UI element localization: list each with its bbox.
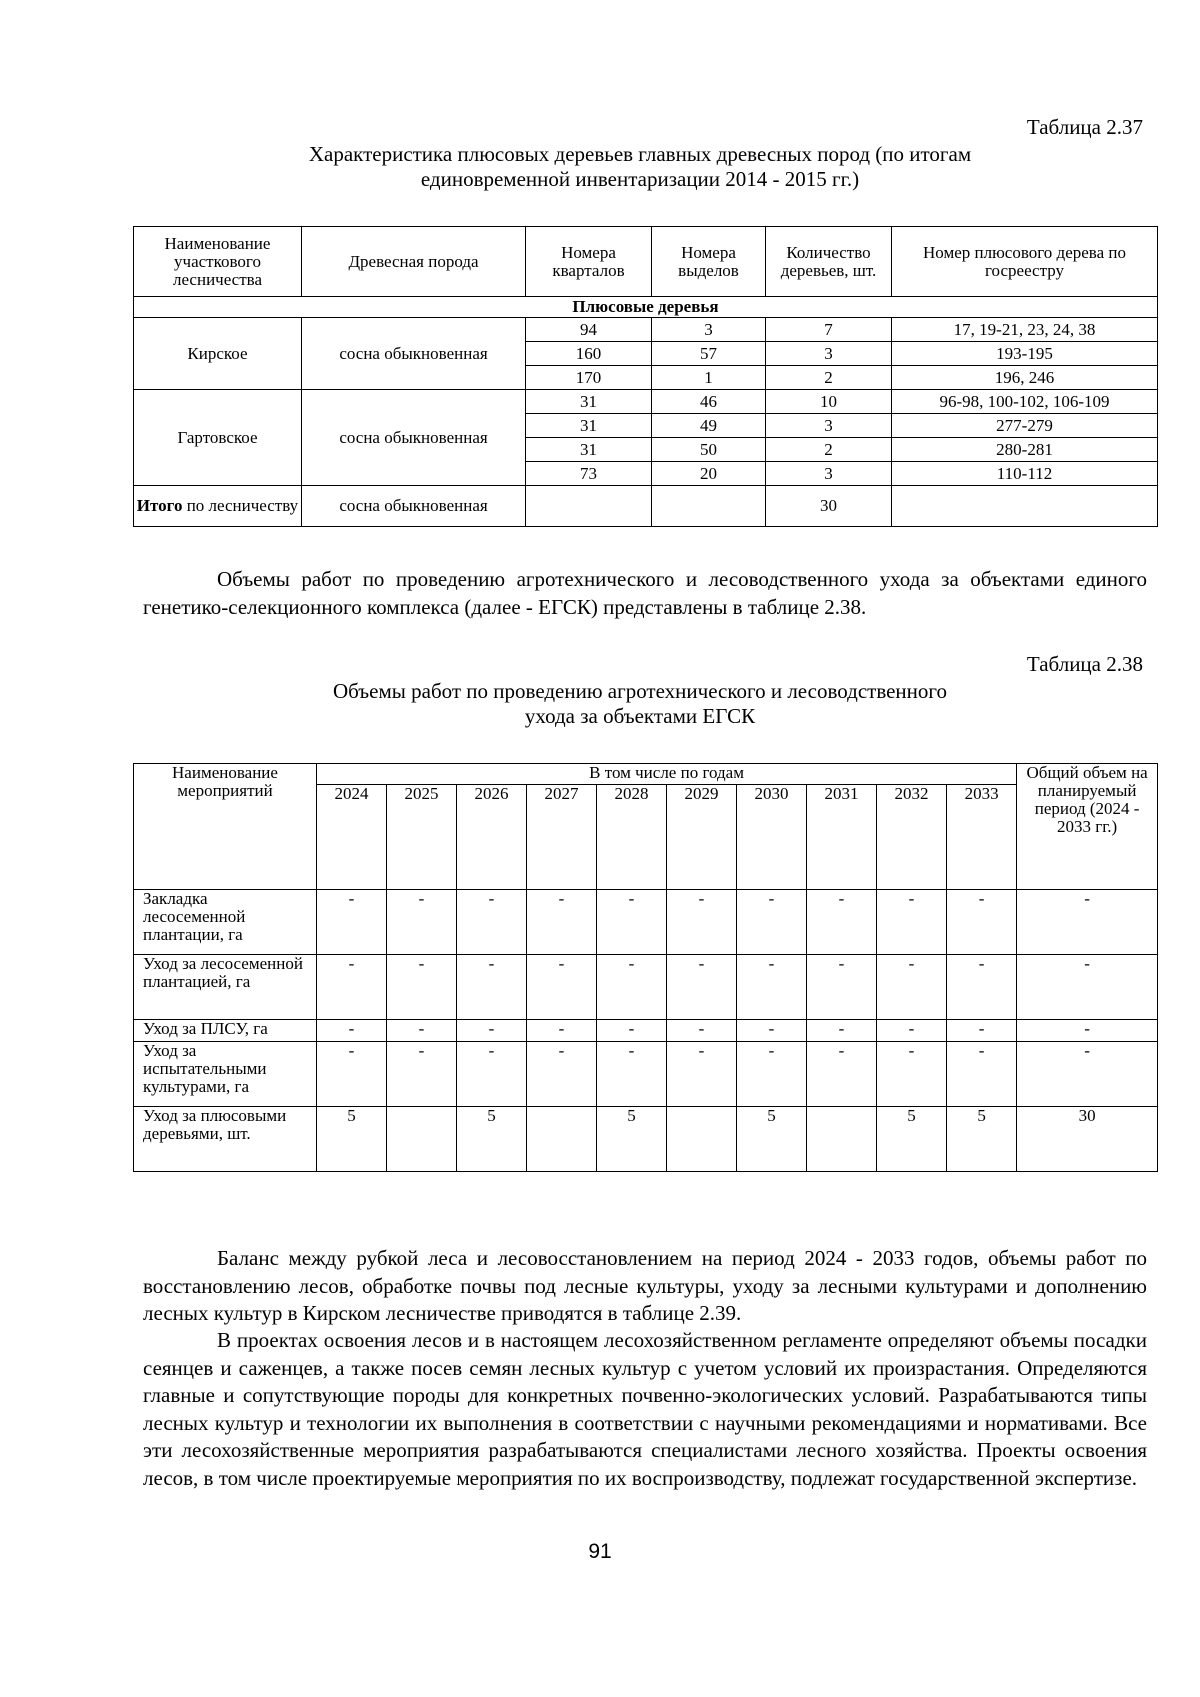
table-row	[134, 1042, 1158, 1107]
count-cell: 2	[766, 438, 892, 462]
table-row	[134, 1107, 1158, 1172]
year-value-cell: -	[667, 1020, 737, 1042]
year-value-cell: 5	[877, 1107, 947, 1172]
forestry-name: Кирское	[134, 318, 302, 390]
quarter-cell: 31	[526, 438, 652, 462]
plot-cell: 49	[652, 414, 766, 438]
plot-cell: 3	[652, 318, 766, 342]
total-registry-empty	[892, 486, 1158, 527]
year-header: 2028	[597, 785, 667, 890]
registry-cell: 277-279	[892, 414, 1158, 438]
year-header: 2024	[317, 785, 387, 890]
year-value-cell: -	[317, 955, 387, 1020]
registry-cell: 96-98, 100-102, 106-109	[892, 390, 1158, 414]
year-value-cell: -	[877, 890, 947, 955]
egsk-works-table	[133, 763, 1158, 1172]
year-value-cell: -	[667, 955, 737, 1020]
plot-cell: 20	[652, 462, 766, 486]
total-plot-empty	[652, 486, 766, 527]
year-value-cell: -	[877, 1020, 947, 1042]
species-name: сосна обыкновенная	[302, 318, 526, 390]
year-value-cell: -	[387, 1020, 457, 1042]
year-value-cell: -	[317, 1020, 387, 1042]
activity-name: Уход за плюсовыми деревьями, шт.	[134, 1107, 317, 1172]
year-value-cell	[527, 1107, 597, 1172]
year-value-cell: -	[947, 1042, 1017, 1107]
table-238-title	[140, 679, 1140, 729]
plot-cell: 46	[652, 390, 766, 414]
header-forestry: Наименование участкового лесничества	[134, 227, 302, 297]
year-value-cell: 5	[947, 1107, 1017, 1172]
year-header: 2030	[737, 785, 807, 890]
year-value-cell: -	[737, 955, 807, 1020]
quarter-cell: 31	[526, 414, 652, 438]
year-value-cell: -	[387, 1042, 457, 1107]
year-header: 2029	[667, 785, 737, 890]
total-volume-cell: 30	[1017, 1107, 1158, 1172]
table-238-caption: Таблица 2.38	[1026, 652, 1143, 676]
total-volume-cell: -	[1017, 1020, 1158, 1042]
table-238-title-line2: ухода за объектами ЕГСК	[524, 704, 756, 728]
table-237-caption: Таблица 2.37	[1026, 115, 1143, 139]
total-quarter-empty	[526, 486, 652, 527]
year-value-cell: -	[807, 1020, 877, 1042]
year-value-cell: -	[667, 890, 737, 955]
quarter-cell: 73	[526, 462, 652, 486]
header-quarters: Номера кварталов	[526, 227, 652, 297]
activity-name: Уход за ПЛСУ, га	[134, 1020, 317, 1042]
year-value-cell: -	[527, 1042, 597, 1107]
registry-cell: 193-195	[892, 342, 1158, 366]
year-value-cell: 5	[457, 1107, 527, 1172]
header-total-volume: Общий объем на планируемый период (2024 - 2033 гг.)	[1017, 764, 1158, 890]
quarter-cell: 160	[526, 342, 652, 366]
header-activity-name: Наименование мероприятий	[134, 764, 317, 890]
forestry-name: Гартовское	[134, 390, 302, 486]
paragraph-1-text: Объемы работ по проведению агротехнического и лесоводственного ухода за объектами единого генетико-селекционного комплекса (далее - ЕГСК) представлены в таблице 2.38.	[143, 567, 1147, 619]
header-species: Древесная порода	[302, 227, 526, 297]
year-header: 2027	[527, 785, 597, 890]
table-237-title-line2: единовременной инвентаризации 2014 - 2015 гг.)	[420, 167, 860, 191]
year-value-cell: -	[807, 890, 877, 955]
registry-cell: 17, 19-21, 23, 24, 38	[892, 318, 1158, 342]
year-value-cell	[807, 1107, 877, 1172]
activity-name: Закладка лесосеменной плантации, га	[134, 890, 317, 955]
plot-cell: 1	[652, 366, 766, 390]
header-registry: Номер плюсового дерева по госреестру	[892, 227, 1158, 297]
total-label-rest: по лесничеству	[186, 496, 299, 515]
total-volume-cell: -	[1017, 1042, 1158, 1107]
paragraph-2-text: Баланс между рубкой леса и лесовосстановлением на период 2024 - 2033 годов, объемы работ по восстановлению лесов, обработке почвы под лесные культуры, уходу за лесными культурами и дополнению лесных культур в Кирском лесничестве приводятся в таблице 2.39.	[143, 1246, 1147, 1325]
activity-rows	[134, 890, 1158, 1172]
header-years-group: В том числе по годам	[317, 764, 1017, 785]
year-value-cell: -	[597, 955, 667, 1020]
registry-cell: 196, 246	[892, 366, 1158, 390]
year-value-cell: -	[387, 890, 457, 955]
year-value-cell: -	[807, 955, 877, 1020]
section-row	[134, 297, 1158, 318]
total-count: 30	[766, 486, 892, 527]
total-species: сосна обыкновенная	[302, 486, 526, 527]
table-237-title-line1: Характеристика плюсовых деревьев главных древесных пород (по итогам	[308, 142, 972, 166]
table-237-title	[140, 142, 1140, 192]
year-value-cell: 5	[317, 1107, 387, 1172]
year-value-cell: -	[947, 1020, 1017, 1042]
plot-cell: 57	[652, 342, 766, 366]
paragraph-3-text: В проектах освоения лесов и в настоящем лесохозяйственном регламенте определяют объемы посадки сеянцев и саженцев, а также посев семян лесных культур с учетом условий их произрастания. Определяются главные и сопутствующие породы для конкретных почвенно-экологических условий. Разрабатываются типы лесных культур и технологии их выполнения в соответствии с научными рекомендациями и нормативами. Все эти лесохозяйственные мероприятия разрабатываются специалистами лесного хозяйства. Проекты освоения лесов, в том числе проектируемые мероприятия по их воспроизводству, подлежат государственной экспертизе.	[143, 1328, 1147, 1490]
year-value-cell: -	[737, 890, 807, 955]
count-cell: 3	[766, 342, 892, 366]
registry-cell: 110-112	[892, 462, 1158, 486]
paragraph-1	[143, 566, 1147, 621]
year-header: 2026	[457, 785, 527, 890]
registry-cell: 280-281	[892, 438, 1158, 462]
total-volume-cell: -	[1017, 890, 1158, 955]
year-value-cell: -	[737, 1020, 807, 1042]
year-value-cell: -	[877, 1042, 947, 1107]
count-cell: 2	[766, 366, 892, 390]
year-value-cell	[667, 1107, 737, 1172]
year-value-cell: -	[457, 955, 527, 1020]
table-header-row	[134, 227, 1158, 297]
quarter-cell: 170	[526, 366, 652, 390]
year-value-cell: 5	[597, 1107, 667, 1172]
total-volume-cell: -	[1017, 955, 1158, 1020]
year-value-cell: -	[527, 890, 597, 955]
year-value-cell: -	[947, 955, 1017, 1020]
year-header: 2032	[877, 785, 947, 890]
year-value-cell: -	[597, 890, 667, 955]
paragraph-3	[143, 1327, 1147, 1492]
year-value-cell: -	[807, 1042, 877, 1107]
year-value-cell: -	[457, 1042, 527, 1107]
plus-trees-table	[133, 226, 1158, 527]
year-value-cell: -	[457, 1020, 527, 1042]
year-value-cell	[387, 1107, 457, 1172]
table-row	[134, 1020, 1158, 1042]
activity-name: Уход за лесосеменной плантацией, га	[134, 955, 317, 1020]
table-header-row	[134, 764, 1158, 785]
year-value-cell: -	[317, 890, 387, 955]
quarter-cell: 31	[526, 390, 652, 414]
species-name: сосна обыкновенная	[302, 390, 526, 486]
table-row	[134, 955, 1158, 1020]
year-value-cell: -	[947, 890, 1017, 955]
header-plots: Номера выделов	[652, 227, 766, 297]
year-value-cell: 5	[737, 1107, 807, 1172]
table-row	[134, 890, 1158, 955]
table-row	[134, 390, 1158, 414]
total-row	[134, 486, 1158, 527]
year-value-cell: -	[597, 1042, 667, 1107]
year-value-cell: -	[737, 1042, 807, 1107]
quarter-cell: 94	[526, 318, 652, 342]
table-row	[134, 318, 1158, 342]
table-238-title-line1: Объемы работ по проведению агротехнического и лесоводственного	[332, 679, 947, 703]
count-cell: 3	[766, 462, 892, 486]
year-header: 2025	[387, 785, 457, 890]
year-value-cell: -	[527, 955, 597, 1020]
year-header: 2033	[947, 785, 1017, 890]
paragraph-2	[143, 1245, 1147, 1328]
total-label	[134, 486, 302, 527]
header-count: Количество деревьев, шт.	[766, 227, 892, 297]
page-number: 91	[588, 1540, 612, 1563]
count-cell: 7	[766, 318, 892, 342]
year-value-cell: -	[387, 955, 457, 1020]
section-title: Плюсовые деревья	[134, 297, 1158, 318]
year-value-cell: -	[667, 1042, 737, 1107]
year-value-cell: -	[877, 955, 947, 1020]
total-label-bold: Итого	[136, 496, 183, 515]
year-header: 2031	[807, 785, 877, 890]
activity-name: Уход за испытательными культурами, га	[134, 1042, 317, 1107]
year-value-cell: -	[457, 890, 527, 955]
count-cell: 10	[766, 390, 892, 414]
count-cell: 3	[766, 414, 892, 438]
year-value-cell: -	[527, 1020, 597, 1042]
year-value-cell: -	[597, 1020, 667, 1042]
plot-cell: 50	[652, 438, 766, 462]
year-value-cell: -	[317, 1042, 387, 1107]
